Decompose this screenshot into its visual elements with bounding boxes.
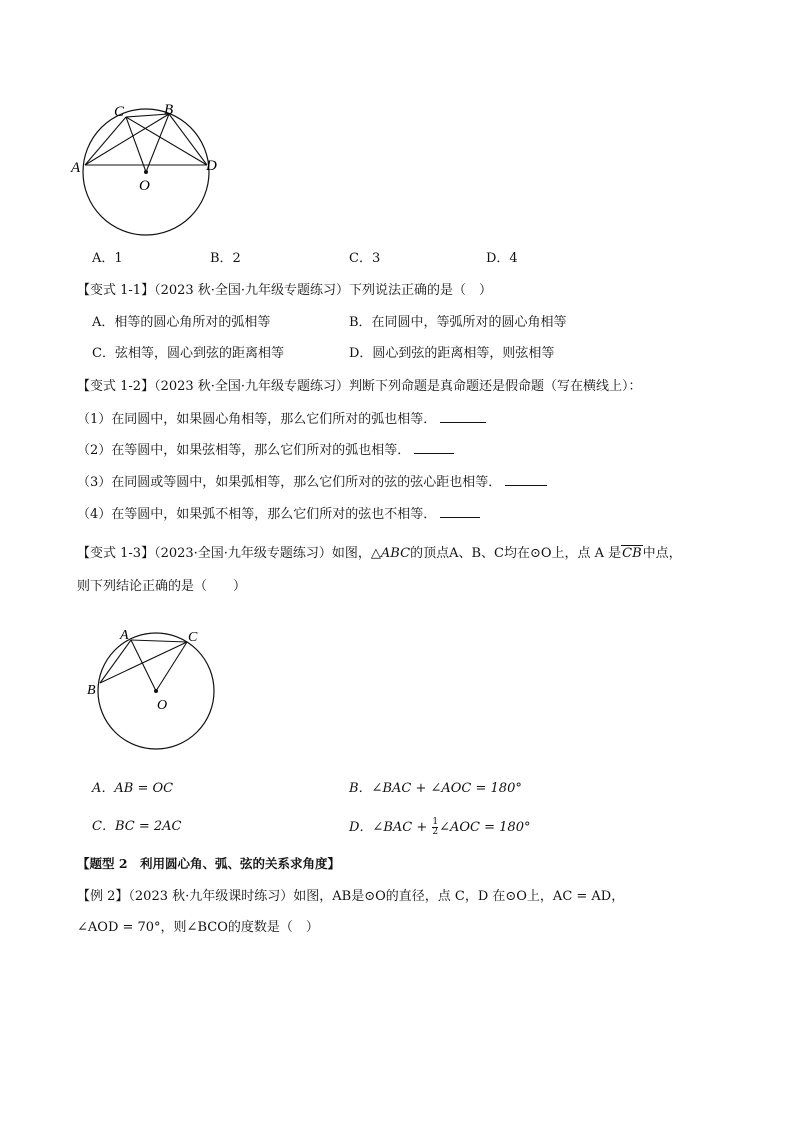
var13-head-mid: 的顶点A、B、C均在⊙O上，点 A 是 <box>410 546 622 561</box>
var12-item-1 <box>77 410 486 429</box>
var11-option-b: B．在同圆中，等弧所对的圆心角相等 <box>349 315 567 330</box>
chord-ab <box>85 114 169 165</box>
var12-item-4-text: （4）在等圆中，如果弧不相等，那么它们所对的弦也不相等． <box>77 507 437 522</box>
label-c-2: C <box>188 630 198 645</box>
var12-heading: 【变式 1-2】（2023 秋·全国·九年级专题练习）判断下列命题是真命题还是假命题（写在横线上）： <box>77 379 642 394</box>
var13-option-d-pre: D．∠BAC + <box>349 820 432 835</box>
answer-blank-4[interactable] <box>440 505 480 518</box>
center-dot <box>144 170 148 174</box>
var11-heading: 【变式 1-1】（2023 秋·全国·九年级专题练习）下列说法正确的是（ ） <box>77 283 493 298</box>
ex2-line1: 【例 2】（2023 秋·九年级课时练习）如图，AB是⊙O的直径，点 C，D 在⊙O上，AC = AD， <box>77 889 625 904</box>
var13-option-c: C．BC = 2AC <box>92 819 182 834</box>
var12-item-2 <box>77 441 454 460</box>
label-c: C <box>114 104 125 120</box>
segment-ao <box>131 640 156 691</box>
var13-option-d-post: ∠AOC = 180° <box>439 820 531 835</box>
var13-option-a: A．AB = OC <box>92 781 174 796</box>
radius-oc <box>126 117 146 172</box>
var13-head-arc: CB <box>622 546 642 561</box>
label-b: B <box>164 102 174 118</box>
var12-item-2-text: （2）在等圆中，如果弦相等，那么它们所对的弧也相等． <box>77 443 411 458</box>
chord-bd <box>169 114 207 165</box>
fraction-half <box>432 818 438 837</box>
var13-head-tri: △ABC <box>370 546 411 561</box>
var13-heading <box>77 545 682 563</box>
var13-head-end: 中点， <box>642 546 682 561</box>
chord-cb <box>126 114 169 117</box>
var12-item-1-text: （1）在同圆中，如果圆心角相等，那么它们所对的弧也相等． <box>77 412 437 427</box>
var11-option-d: D．圆心到弦的距离相等，则弦相等 <box>349 346 555 361</box>
var11-option-a: A．相等的圆心角所对的弧相等 <box>92 315 271 330</box>
label-d: D <box>206 158 217 174</box>
figure-circle-abc <box>80 620 230 760</box>
segment-ac <box>131 640 187 642</box>
ex2-line2: ∠AOD = 70°，则∠BCO的度数是（ ） <box>77 920 319 935</box>
label-b-2: B <box>87 683 96 698</box>
radius-ob <box>146 114 169 172</box>
answer-blank-2[interactable] <box>414 441 454 454</box>
answer-blank-3[interactable] <box>505 473 547 486</box>
var12-item-4 <box>77 505 480 524</box>
segment-ab <box>100 640 131 683</box>
var11-option-c: C．弦相等，圆心到弦的距离相等 <box>92 346 284 361</box>
var13-line2: 则下列结论正确的是（ ） <box>77 579 247 594</box>
label-a-2: A <box>120 628 129 643</box>
center-dot-2 <box>154 689 158 693</box>
q1-option-d: D．4 <box>486 251 518 266</box>
var13-option-d <box>349 818 530 837</box>
fraction-den: 2 <box>432 827 439 837</box>
var12-item-3 <box>77 473 547 492</box>
label-o-2: O <box>157 698 168 713</box>
label-o: O <box>139 178 150 194</box>
label-a: A <box>71 160 81 176</box>
q1-option-b: B．2 <box>210 251 241 266</box>
chord-cd <box>126 117 207 165</box>
answer-blank-1[interactable] <box>440 410 486 423</box>
fraction-num: 1 <box>432 817 439 827</box>
var13-option-b: B．∠BAC + ∠AOC = 180° <box>349 781 522 796</box>
section-heading-type2: 【题型 2 利用圆心角、弧、弦的关系求角度】 <box>77 856 341 871</box>
q1-option-c: C．3 <box>349 251 381 266</box>
figure-circle-acbd <box>66 96 236 246</box>
q1-option-a: A．1 <box>92 251 123 266</box>
var13-head-pre: 【变式 1-3】（2023·全国·九年级专题练习）如图， <box>77 546 371 561</box>
var12-item-3-text: （3）在同圆或等圆中，如果弧相等，那么它们所对的弦的弦心距也相等． <box>77 475 502 490</box>
